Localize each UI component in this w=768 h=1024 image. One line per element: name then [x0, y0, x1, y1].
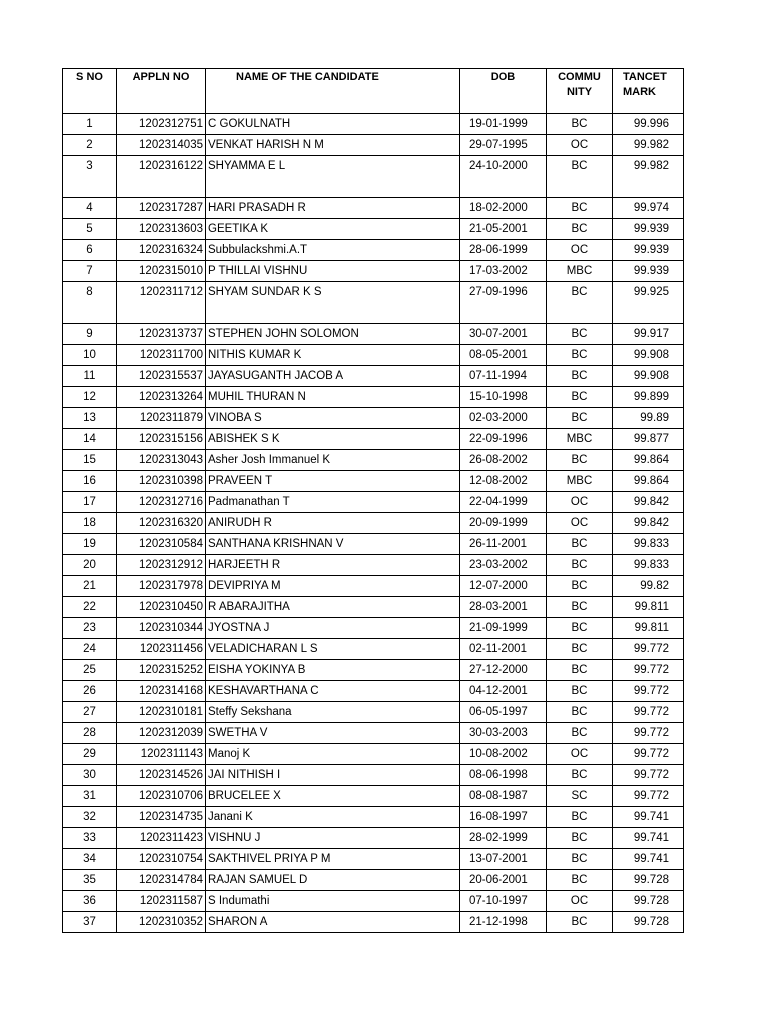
table-row	[63, 429, 684, 450]
cell-sno: 9	[63, 324, 117, 345]
cell-appln-no: 1202311879	[117, 408, 206, 429]
cell-candidate-name: C GOKULNATH	[206, 114, 460, 135]
cell-tancet-mark: 99.772	[613, 639, 684, 660]
cell-candidate-name: JYOSTNA J	[206, 618, 460, 639]
cell-dob: 27-12-2000	[460, 660, 547, 681]
cell-candidate-name: VINOBA S	[206, 408, 460, 429]
header-sno: S NO	[63, 69, 117, 114]
cell-sno: 21	[63, 576, 117, 597]
table-row	[63, 492, 684, 513]
cell-dob: 08-06-1998	[460, 765, 547, 786]
cell-sno: 23	[63, 618, 117, 639]
header-community-label: COMMU NITY	[558, 71, 601, 98]
table-row	[63, 345, 684, 366]
cell-appln-no: 1202310181	[117, 702, 206, 723]
cell-tancet-mark: 99.833	[613, 534, 684, 555]
cell-dob: 18-02-2000	[460, 198, 547, 219]
cell-community: BC	[547, 534, 613, 555]
cell-appln-no: 1202311143	[117, 744, 206, 765]
table-row	[63, 324, 684, 345]
table-row	[63, 618, 684, 639]
table-row	[63, 849, 684, 870]
cell-candidate-name: JAI NITHISH I	[206, 765, 460, 786]
cell-tancet-mark: 99.772	[613, 681, 684, 702]
cell-sno: 2	[63, 135, 117, 156]
cell-appln-no: 1202314784	[117, 870, 206, 891]
header-community	[547, 69, 613, 114]
cell-candidate-name: NITHIS KUMAR K	[206, 345, 460, 366]
cell-dob: 30-07-2001	[460, 324, 547, 345]
cell-sno: 4	[63, 198, 117, 219]
cell-dob: 20-09-1999	[460, 513, 547, 534]
table-row	[63, 786, 684, 807]
cell-sno: 1	[63, 114, 117, 135]
cell-tancet-mark: 99.728	[613, 891, 684, 912]
table-row	[63, 408, 684, 429]
cell-community: BC	[547, 450, 613, 471]
cell-candidate-name: VELADICHARAN L S	[206, 639, 460, 660]
table-row	[63, 156, 684, 198]
cell-sno: 3	[63, 156, 117, 198]
cell-sno: 11	[63, 366, 117, 387]
cell-candidate-name: SANTHANA KRISHNAN V	[206, 534, 460, 555]
cell-community: BC	[547, 219, 613, 240]
cell-dob: 21-05-2001	[460, 219, 547, 240]
cell-candidate-name: ANIRUDH R	[206, 513, 460, 534]
cell-sno: 17	[63, 492, 117, 513]
cell-community: BC	[547, 807, 613, 828]
table-row	[63, 744, 684, 765]
cell-dob: 17-03-2002	[460, 261, 547, 282]
table-row	[63, 828, 684, 849]
cell-tancet-mark: 99.982	[613, 135, 684, 156]
cell-sno: 30	[63, 765, 117, 786]
cell-candidate-name: Asher Josh Immanuel K	[206, 450, 460, 471]
cell-community: BC	[547, 345, 613, 366]
cell-community: OC	[547, 744, 613, 765]
cell-tancet-mark: 99.899	[613, 387, 684, 408]
cell-appln-no: 1202315010	[117, 261, 206, 282]
cell-tancet-mark: 99.864	[613, 450, 684, 471]
cell-tancet-mark: 99.996	[613, 114, 684, 135]
cell-tancet-mark: 99.917	[613, 324, 684, 345]
cell-community: OC	[547, 240, 613, 261]
cell-candidate-name: Steffy Sekshana	[206, 702, 460, 723]
table-row	[63, 513, 684, 534]
cell-sno: 27	[63, 702, 117, 723]
cell-candidate-name: SHYAMMA E L	[206, 156, 460, 198]
header-tancet-mark	[613, 69, 684, 114]
cell-tancet-mark: 99.811	[613, 618, 684, 639]
cell-sno: 16	[63, 471, 117, 492]
header-appln-no: APPLN NO	[117, 69, 206, 114]
cell-candidate-name: JAYASUGANTH JACOB A	[206, 366, 460, 387]
cell-dob: 28-06-1999	[460, 240, 547, 261]
header-tancet-mark-label: TANCET MARK	[623, 71, 667, 98]
cell-sno: 5	[63, 219, 117, 240]
cell-dob: 30-03-2003	[460, 723, 547, 744]
cell-dob: 28-02-1999	[460, 828, 547, 849]
cell-appln-no: 1202311423	[117, 828, 206, 849]
cell-community: BC	[547, 597, 613, 618]
cell-dob: 26-08-2002	[460, 450, 547, 471]
cell-community: BC	[547, 324, 613, 345]
cell-candidate-name: HARI PRASADH R	[206, 198, 460, 219]
cell-sno: 8	[63, 282, 117, 324]
cell-tancet-mark: 99.82	[613, 576, 684, 597]
cell-dob: 04-12-2001	[460, 681, 547, 702]
cell-appln-no: 1202316122	[117, 156, 206, 198]
cell-tancet-mark: 99.741	[613, 807, 684, 828]
cell-dob: 02-03-2000	[460, 408, 547, 429]
cell-tancet-mark: 99.89	[613, 408, 684, 429]
cell-tancet-mark: 99.939	[613, 219, 684, 240]
cell-sno: 32	[63, 807, 117, 828]
table-row	[63, 387, 684, 408]
cell-community: OC	[547, 492, 613, 513]
cell-tancet-mark: 99.741	[613, 849, 684, 870]
cell-community: BC	[547, 723, 613, 744]
cell-dob: 24-10-2000	[460, 156, 547, 198]
cell-sno: 18	[63, 513, 117, 534]
cell-candidate-name: EISHA YOKINYA B	[206, 660, 460, 681]
table-row	[63, 723, 684, 744]
cell-appln-no: 1202314168	[117, 681, 206, 702]
cell-sno: 22	[63, 597, 117, 618]
cell-appln-no: 1202310754	[117, 849, 206, 870]
cell-candidate-name: BRUCELEE X	[206, 786, 460, 807]
cell-appln-no: 1202312716	[117, 492, 206, 513]
cell-dob: 13-07-2001	[460, 849, 547, 870]
cell-appln-no: 1202314526	[117, 765, 206, 786]
cell-tancet-mark: 99.842	[613, 513, 684, 534]
table-row	[63, 219, 684, 240]
cell-dob: 22-04-1999	[460, 492, 547, 513]
table-row	[63, 891, 684, 912]
table-row	[63, 555, 684, 576]
cell-dob: 20-06-2001	[460, 870, 547, 891]
table-row	[63, 576, 684, 597]
cell-community: BC	[547, 828, 613, 849]
cell-dob: 02-11-2001	[460, 639, 547, 660]
cell-appln-no: 1202313264	[117, 387, 206, 408]
cell-candidate-name: Subbulackshmi.A.T	[206, 240, 460, 261]
cell-community: BC	[547, 912, 613, 933]
cell-appln-no: 1202311587	[117, 891, 206, 912]
cell-sno: 35	[63, 870, 117, 891]
cell-candidate-name: PRAVEEN T	[206, 471, 460, 492]
cell-dob: 10-08-2002	[460, 744, 547, 765]
cell-tancet-mark: 99.772	[613, 786, 684, 807]
cell-community: BC	[547, 114, 613, 135]
cell-tancet-mark: 99.974	[613, 198, 684, 219]
cell-dob: 15-10-1998	[460, 387, 547, 408]
cell-dob: 08-08-1987	[460, 786, 547, 807]
cell-tancet-mark: 99.811	[613, 597, 684, 618]
cell-appln-no: 1202310584	[117, 534, 206, 555]
cell-appln-no: 1202316324	[117, 240, 206, 261]
table-row	[63, 660, 684, 681]
cell-community: OC	[547, 135, 613, 156]
cell-sno: 13	[63, 408, 117, 429]
cell-tancet-mark: 99.939	[613, 261, 684, 282]
cell-candidate-name: RAJAN SAMUEL D	[206, 870, 460, 891]
cell-appln-no: 1202313737	[117, 324, 206, 345]
cell-sno: 31	[63, 786, 117, 807]
cell-sno: 29	[63, 744, 117, 765]
cell-sno: 24	[63, 639, 117, 660]
cell-dob: 21-12-1998	[460, 912, 547, 933]
cell-appln-no: 1202317287	[117, 198, 206, 219]
cell-candidate-name: HARJEETH R	[206, 555, 460, 576]
table-row	[63, 282, 684, 324]
cell-tancet-mark: 99.982	[613, 156, 684, 198]
cell-community: BC	[547, 765, 613, 786]
cell-appln-no: 1202313043	[117, 450, 206, 471]
cell-community: MBC	[547, 261, 613, 282]
cell-dob: 07-10-1997	[460, 891, 547, 912]
cell-dob: 07-11-1994	[460, 366, 547, 387]
cell-sno: 10	[63, 345, 117, 366]
cell-candidate-name: STEPHEN JOHN SOLOMON	[206, 324, 460, 345]
cell-dob: 21-09-1999	[460, 618, 547, 639]
cell-community: BC	[547, 660, 613, 681]
cell-tancet-mark: 99.728	[613, 912, 684, 933]
cell-tancet-mark: 99.877	[613, 429, 684, 450]
cell-tancet-mark: 99.908	[613, 345, 684, 366]
candidate-table	[62, 68, 684, 933]
cell-tancet-mark: 99.925	[613, 282, 684, 324]
cell-tancet-mark: 99.842	[613, 492, 684, 513]
cell-tancet-mark: 99.772	[613, 765, 684, 786]
cell-tancet-mark: 99.772	[613, 744, 684, 765]
table-row	[63, 240, 684, 261]
cell-tancet-mark: 99.864	[613, 471, 684, 492]
cell-community: BC	[547, 639, 613, 660]
cell-appln-no: 1202312912	[117, 555, 206, 576]
cell-sno: 26	[63, 681, 117, 702]
cell-dob: 28-03-2001	[460, 597, 547, 618]
cell-community: BC	[547, 282, 613, 324]
cell-sno: 36	[63, 891, 117, 912]
table-row	[63, 114, 684, 135]
cell-community: BC	[547, 156, 613, 198]
cell-dob: 19-01-1999	[460, 114, 547, 135]
cell-dob: 22-09-1996	[460, 429, 547, 450]
cell-community: BC	[547, 870, 613, 891]
cell-sno: 14	[63, 429, 117, 450]
cell-dob: 08-05-2001	[460, 345, 547, 366]
table-header-row	[63, 69, 684, 114]
cell-appln-no: 1202310706	[117, 786, 206, 807]
cell-community: BC	[547, 702, 613, 723]
cell-candidate-name: VISHNU J	[206, 828, 460, 849]
cell-dob: 06-05-1997	[460, 702, 547, 723]
cell-tancet-mark: 99.908	[613, 366, 684, 387]
cell-candidate-name: Manoj K	[206, 744, 460, 765]
cell-community: OC	[547, 891, 613, 912]
cell-appln-no: 1202312751	[117, 114, 206, 135]
cell-community: OC	[547, 513, 613, 534]
cell-appln-no: 1202313603	[117, 219, 206, 240]
cell-appln-no: 1202316320	[117, 513, 206, 534]
cell-appln-no: 1202310398	[117, 471, 206, 492]
cell-dob: 27-09-1996	[460, 282, 547, 324]
cell-sno: 28	[63, 723, 117, 744]
cell-candidate-name: VENKAT HARISH N M	[206, 135, 460, 156]
cell-tancet-mark: 99.833	[613, 555, 684, 576]
table-row	[63, 450, 684, 471]
table-row	[63, 639, 684, 660]
cell-sno: 15	[63, 450, 117, 471]
cell-community: BC	[547, 681, 613, 702]
table-row	[63, 198, 684, 219]
cell-candidate-name: ABISHEK S K	[206, 429, 460, 450]
cell-appln-no: 1202314735	[117, 807, 206, 828]
cell-candidate-name: SHYAM SUNDAR K S	[206, 282, 460, 324]
cell-sno: 25	[63, 660, 117, 681]
cell-tancet-mark: 99.741	[613, 828, 684, 849]
cell-appln-no: 1202315252	[117, 660, 206, 681]
cell-candidate-name: GEETIKA K	[206, 219, 460, 240]
cell-sno: 37	[63, 912, 117, 933]
cell-appln-no: 1202311712	[117, 282, 206, 324]
table-row	[63, 870, 684, 891]
cell-tancet-mark: 99.939	[613, 240, 684, 261]
cell-sno: 12	[63, 387, 117, 408]
cell-candidate-name: DEVIPRIYA M	[206, 576, 460, 597]
table-row	[63, 471, 684, 492]
cell-appln-no: 1202311456	[117, 639, 206, 660]
header-candidate-name: NAME OF THE CANDIDATE	[206, 69, 460, 114]
cell-dob: 29-07-1995	[460, 135, 547, 156]
cell-sno: 19	[63, 534, 117, 555]
cell-candidate-name: Padmanathan T	[206, 492, 460, 513]
cell-sno: 33	[63, 828, 117, 849]
cell-appln-no: 1202317978	[117, 576, 206, 597]
table-row	[63, 261, 684, 282]
cell-tancet-mark: 99.772	[613, 660, 684, 681]
cell-appln-no: 1202311700	[117, 345, 206, 366]
table-row	[63, 681, 684, 702]
cell-community: BC	[547, 576, 613, 597]
cell-candidate-name: SAKTHIVEL PRIYA P M	[206, 849, 460, 870]
cell-tancet-mark: 99.728	[613, 870, 684, 891]
cell-appln-no: 1202310344	[117, 618, 206, 639]
cell-community: BC	[547, 198, 613, 219]
cell-community: BC	[547, 849, 613, 870]
table-row	[63, 912, 684, 933]
cell-community: BC	[547, 408, 613, 429]
cell-community: BC	[547, 387, 613, 408]
cell-dob: 12-07-2000	[460, 576, 547, 597]
table-row	[63, 135, 684, 156]
cell-appln-no: 1202310450	[117, 597, 206, 618]
cell-sno: 34	[63, 849, 117, 870]
cell-dob: 23-03-2002	[460, 555, 547, 576]
cell-appln-no: 1202312039	[117, 723, 206, 744]
cell-dob: 26-11-2001	[460, 534, 547, 555]
cell-dob: 16-08-1997	[460, 807, 547, 828]
cell-community: MBC	[547, 471, 613, 492]
table-row	[63, 597, 684, 618]
table-row	[63, 366, 684, 387]
table-row	[63, 702, 684, 723]
cell-community: SC	[547, 786, 613, 807]
table-row	[63, 765, 684, 786]
cell-tancet-mark: 99.772	[613, 723, 684, 744]
cell-candidate-name: S Indumathi	[206, 891, 460, 912]
cell-candidate-name: Janani K	[206, 807, 460, 828]
cell-appln-no: 1202310352	[117, 912, 206, 933]
cell-community: BC	[547, 555, 613, 576]
cell-appln-no: 1202315156	[117, 429, 206, 450]
cell-community: MBC	[547, 429, 613, 450]
cell-candidate-name: MUHIL THURAN N	[206, 387, 460, 408]
cell-sno: 6	[63, 240, 117, 261]
cell-candidate-name: SHARON A	[206, 912, 460, 933]
cell-candidate-name: P THILLAI VISHNU	[206, 261, 460, 282]
table-row	[63, 534, 684, 555]
cell-appln-no: 1202314035	[117, 135, 206, 156]
cell-candidate-name: R ABARAJITHA	[206, 597, 460, 618]
cell-community: BC	[547, 618, 613, 639]
cell-candidate-name: KESHAVARTHANA C	[206, 681, 460, 702]
cell-sno: 7	[63, 261, 117, 282]
cell-appln-no: 1202315537	[117, 366, 206, 387]
cell-community: BC	[547, 366, 613, 387]
cell-dob: 12-08-2002	[460, 471, 547, 492]
cell-tancet-mark: 99.772	[613, 702, 684, 723]
cell-sno: 20	[63, 555, 117, 576]
table-row	[63, 807, 684, 828]
cell-candidate-name: SWETHA V	[206, 723, 460, 744]
header-dob: DOB	[460, 69, 547, 114]
